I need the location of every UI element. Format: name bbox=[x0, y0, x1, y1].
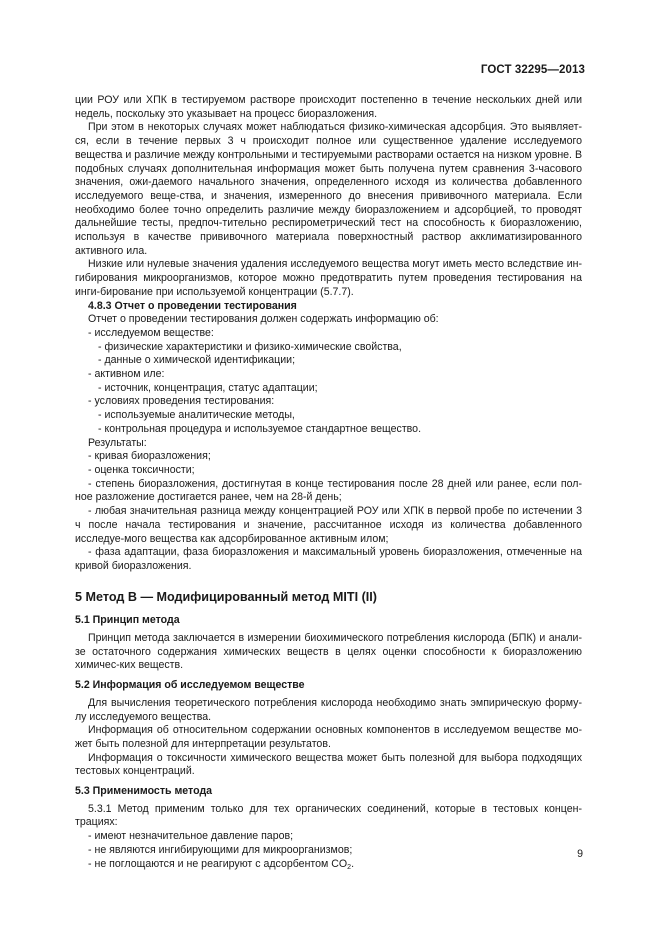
list-subitem: - используемые аналитические методы, bbox=[98, 409, 295, 422]
section-heading-5-1: 5.1 Принцип метода bbox=[75, 614, 180, 627]
list-item-text: - не поглощаются и не реагируют с адсорбентом CO bbox=[88, 857, 348, 870]
list-subitem: - физические характеристики и физико-химические свойства, bbox=[98, 340, 402, 353]
list-item: - фаза адаптации, фаза биоразложения и максимальный уровень биоразложения, отмеченные на кривой биоразложения. bbox=[75, 546, 582, 572]
list-item: - любая значительная разница между концентрацией РОУ или ХПК в первой пробе по истечении 3 ч после начала тестирования и значение, рассчитанное исходя из количества добавленного исследуе-мого вещества как адсорбированное активным илом; bbox=[75, 505, 582, 545]
list-item: - не являются ингибирующими для микроорганизмов; bbox=[88, 843, 353, 856]
paragraph: Информация об относительном содержании основных компонентов в исследуемом веществе мо-жет быть полезной для интерпретации результатов. bbox=[75, 724, 582, 750]
list-subitem: - контрольная процедура и используемое стандартное вещество. bbox=[98, 422, 422, 435]
section-heading-5: 5 Метод В — Модифицированный метод MITI (II) bbox=[75, 589, 377, 604]
paragraph: 5.3.1 Метод применим только для тех органических соединений, которые в тестовых концен-трациях: bbox=[75, 802, 582, 829]
list-item: - активном иле: bbox=[88, 368, 165, 381]
section-heading-5-3: 5.3 Применимость метода bbox=[75, 785, 213, 798]
section-heading-5-2: 5.2 Информация об исследуемом веществе bbox=[75, 679, 305, 692]
list-item: - имеют незначительное давление паров; bbox=[88, 830, 294, 843]
list-subitem: - данные о химической идентификации; bbox=[98, 354, 296, 367]
list-item: - исследуемом веществе: bbox=[88, 326, 214, 339]
list-item: - оценка токсичности; bbox=[88, 463, 195, 476]
paragraph: Результаты: bbox=[88, 436, 147, 449]
list-item: - условиях проведения тестирования: bbox=[88, 395, 275, 408]
list-subitem: - источник, концентрация, статус адаптации; bbox=[98, 381, 318, 394]
subscript-2: 2 bbox=[347, 863, 352, 871]
paragraph: При этом в некоторых случаях может наблюдаться физико-химическая адсорбция. Это выявляет-ся, если в течение первых 3 ч происходит полное или существенное удаление исследуемого вещества и различие между контрольными и тестируемыми растворами остается на низком уровне. В подобных случаях дополнительная информация может быть получена путем сравнения 3-часового значения, ожи-даемого начального значения, определенного исходя из количества добавленного исследуемого веще-ства, и значения, измеренного до внесения прививочного материала. Если необходимо более точно определить различие между биоразложением и адсорбцией, то проводят дальнейшие тесты, предпоч-тительно респирометрический тест на способность к биоразложению, используя в качестве прививочного материала поверхностный раствор акклиматизированного активного ила. bbox=[75, 121, 583, 257]
paragraph: Отчет о проведении тестирования должен содержать информацию об: bbox=[88, 313, 439, 326]
section-heading-4-8-3: 4.8.3 Отчет о проведении тестирования bbox=[88, 299, 297, 312]
paragraph: ции РОУ или ХПК в тестируемом растворе происходит постепенно в течение нескольких дней или недель, поскольку это указывает на процесс биоразложения. bbox=[75, 94, 582, 120]
paragraph: Принцип метода заключается в измерении биохимического потребления кислорода (БПК) и анали-зе остаточного содержания химических веществ в целях оценки способности к биоразложению химичес-ких веществ. bbox=[75, 632, 582, 672]
list-item-end: . bbox=[351, 857, 355, 870]
paragraph: Информация о токсичности химического вещества может быть полезной для выбора подходящих тестовых концентраций. bbox=[75, 751, 582, 778]
list-item: - кривая биоразложения; bbox=[88, 450, 211, 463]
list-item: - степень биоразложения, достигнутая в конце тестирования после 28 дней или ранее, если пол-ное разложение достигается ранее, чем на 28-й день; bbox=[75, 477, 582, 504]
list-item bbox=[75, 858, 582, 875]
page-body bbox=[75, 94, 582, 874]
page-number: 9 bbox=[577, 848, 583, 860]
paragraph: Для вычисления теоретического потребления кислорода необходимо знать эмпирическую форму-лу исследуемого вещества. bbox=[75, 696, 582, 723]
paragraph: Низкие или нулевые значения удаления исследуемого вещества могут иметь место вследствие ин-гибирования микроорганизмов, которое можно предотвратить путем проведения тестирования на инги-бирование при используемой концентрации (5.7.7). bbox=[75, 258, 582, 298]
document-code-header: ГОСТ 32295—2013 bbox=[480, 64, 585, 76]
